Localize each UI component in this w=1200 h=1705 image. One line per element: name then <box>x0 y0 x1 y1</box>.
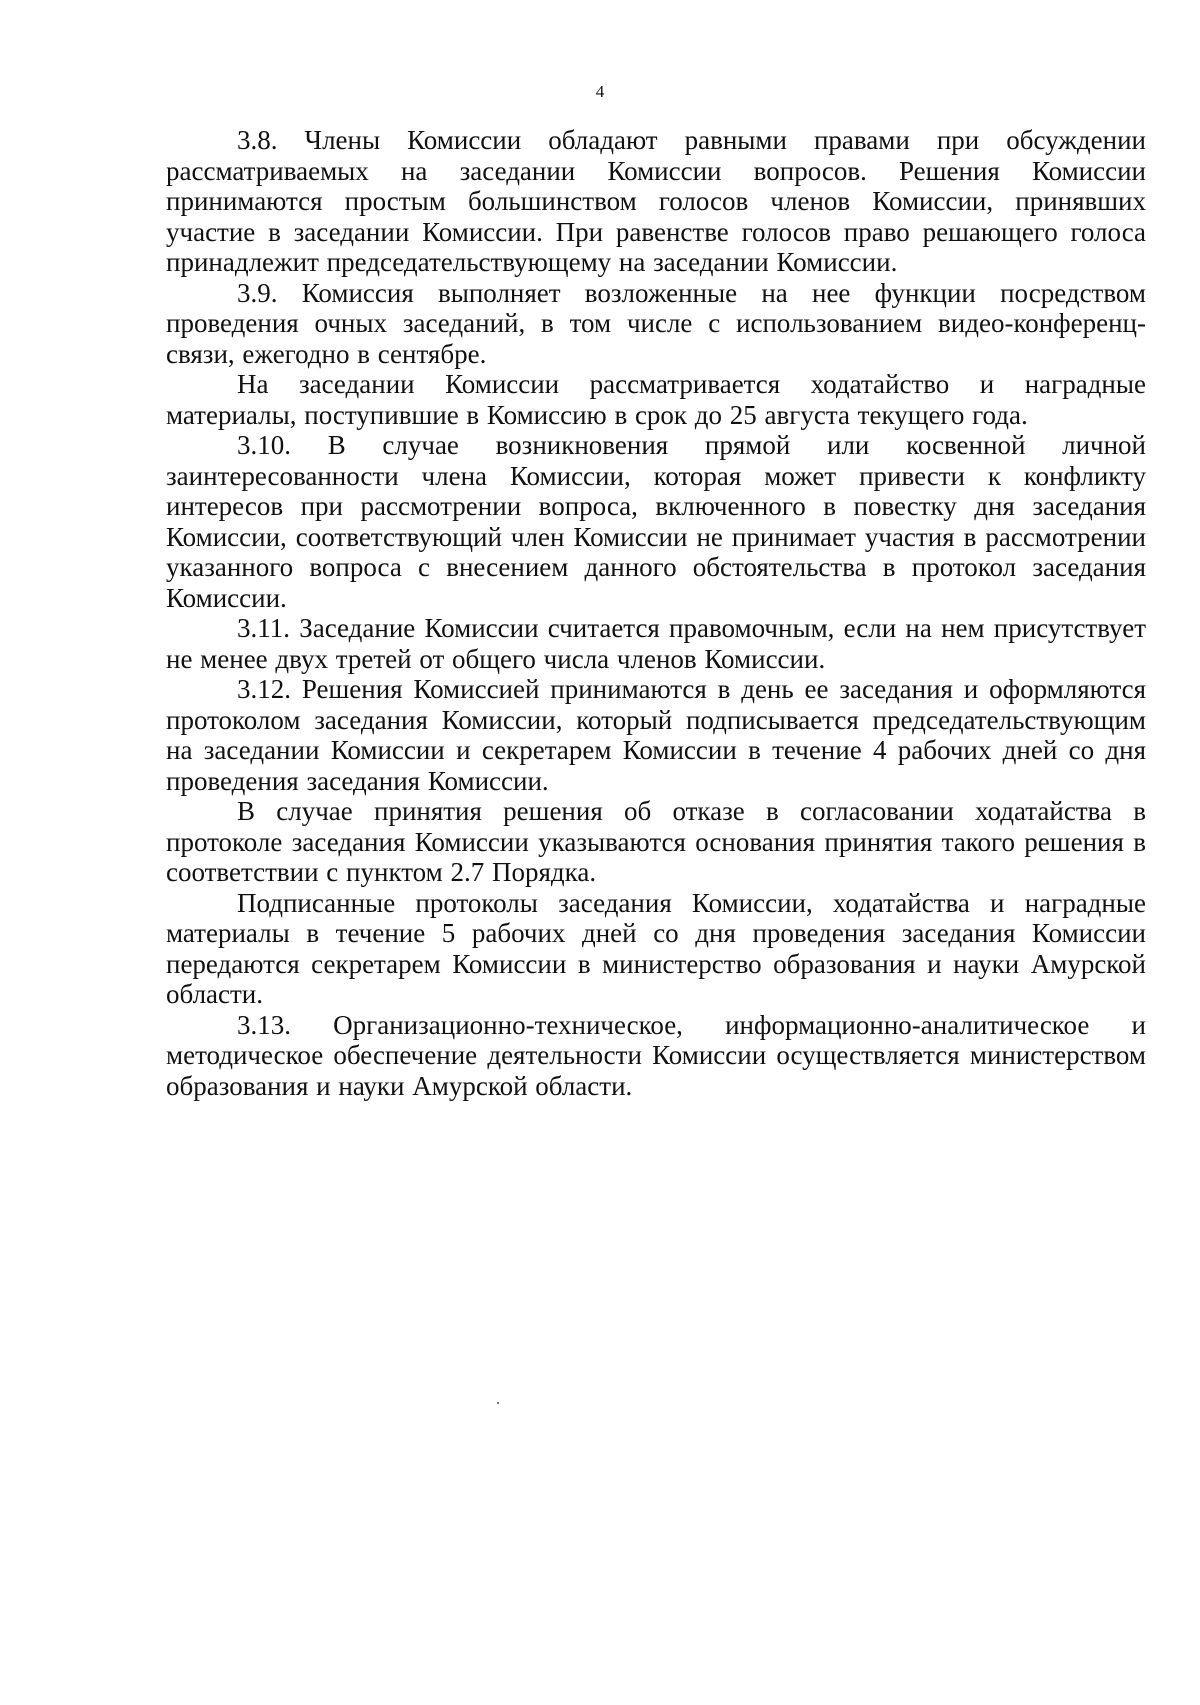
paragraph-3-10: 3.10. В случае возникновения прямой или косвенной личной заинтересованности члена Комиссии, которая может привести к конфликту интересов при рассмотрении вопроса, включенного в повестку дня заседания Комиссии, соответствующий член Комиссии не принимает участия в рассмотрении указанного вопроса с внесением данного обстоятельства в протокол заседания Комиссии. <box>166 430 1146 613</box>
paragraph-3-12-protocols: Подписанные протоколы заседания Комиссии, ходатайства и наградные материалы в течение 5 рабочих дней со дня проведения заседания Комиссии передаются секретарем Комиссии в министерство образования и науки Амурской области. <box>166 887 1146 1009</box>
paragraph-3-11: 3.11. Заседание Комиссии считается правомочным, если на нем присутствует не менее двух третей от общего числа членов Комиссии. <box>166 613 1146 674</box>
paragraph-3-12-refusal: В случае принятия решения об отказе в согласовании ходатайства в протоколе заседания Комиссии указываются основания принятия такого решения в соответствии с пунктом 2.7 Порядка. <box>166 796 1146 887</box>
paragraph-3-9: 3.9. Комиссия выполняет возложенные на нее функции посредством проведения очных заседаний, в том числе с использованием видео-конференц-связи, ежегодно в сентябре. <box>166 277 1146 369</box>
page-number: 4 <box>595 82 605 101</box>
paragraph-3-9-materials: На заседании Комиссии рассматривается ходатайство и наградные материалы, поступившие в Комиссию в срок до 25 августа текущего года. <box>166 369 1146 430</box>
scan-speck <box>497 1402 499 1404</box>
document-body <box>166 125 1146 1101</box>
paragraph-3-12: 3.12. Решения Комиссией принимаются в день ее заседания и оформляются протоколом заседания Комиссии, который подписывается председательствующим на заседании Комиссии и секретарем Комиссии в течение 4 рабочих дней со дня проведения заседания Комиссии. <box>166 674 1146 796</box>
paragraph-3-8: 3.8. Члены Комиссии обладают равными правами при обсуждении рассматриваемых на заседании Комиссии вопросов. Решения Комиссии принимаются простым большинством голосов членов Комиссии, принявших участие в заседании Комиссии. При равенстве голосов право решающего голоса принадлежит председательствующему на заседании Комиссии. <box>166 125 1146 277</box>
paragraph-3-13: 3.13. Организационно-техническое, информационно-аналитическое и методическое обеспечение деятельности Комиссии осуществляется министерством образования и науки Амурской области. <box>166 1009 1146 1101</box>
